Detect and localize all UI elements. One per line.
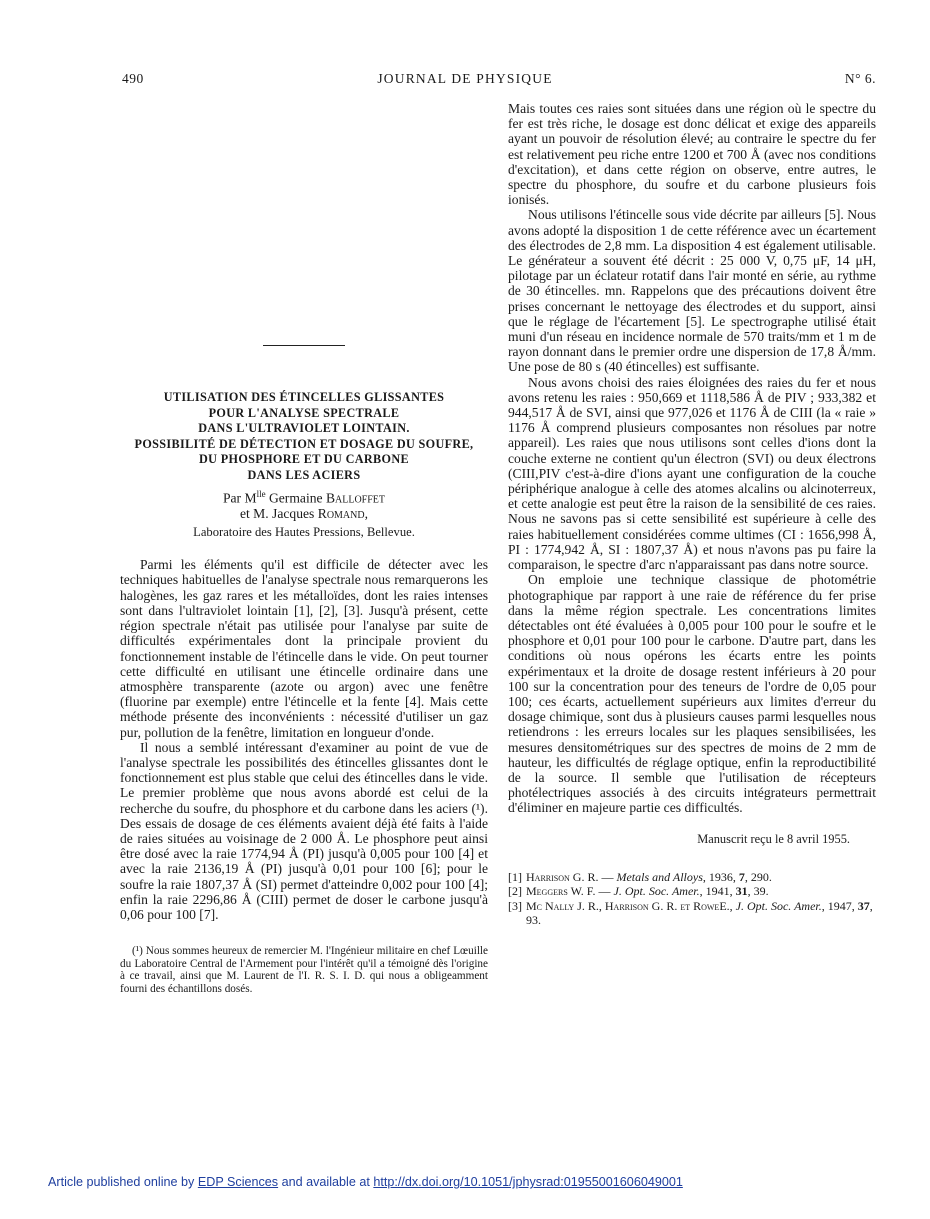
author-line-1: Par $M^{lle}$ Germaine Balloffet	[222, 488, 386, 506]
publisher-footer: Article published online by EDP Sciences and available at http://dx.doi.org/10.1051/jphysrad:01955001606049001	[48, 1175, 683, 1189]
title-line: POUR L'ANALYSE SPECTRALE	[208, 405, 400, 420]
paragraph: Parmi les éléments qu'il est difficile de détecter avec les techniques habituelles de l'analyse spectrale nous remarquerons les halogènes, les gaz rares et les métalloïdes, dont les raies intenses sont dans l'ultraviolet lointain [1], [2], [3]. Jusqu'à présent, cette région spectrale n'était pas utilisée pour l'analyse par suite de difficultés expérimentales dont la principale provient du fonctionnement instable de l'étincelle dans le vide. On peut tourner cette difficulté en utilisant une étincelle ordinaire dans une atmosphère transparente (azote ou argon) avec une fenêtre (fluorine par exemple) entre l'étincelle et la fente [4]. Mais cette méthode présente des inconvénients : nécessité d'utiliser un gaz pur, pollution de la fenêtre, limitation en longueur d'onde.	[120, 557, 488, 740]
publisher-link[interactable]: EDP Sciences	[197, 1175, 279, 1189]
issue-number: N° 6.	[844, 71, 876, 86]
paragraph: Il nous a semblé intéressant d'examiner au point de vue de l'analyse spectrale les possibilités des étincelles glissantes dont le fonctionnement est plus stable que celui des étincelles dans le vide. Le premier problème que nous avons abordé est celui de la recherche du soufre, du phosphore et du carbone dans les aciers (¹). Des essais de dosage de ces éléments avaient déjà été faits à l'aide de raies situées au voisinage de 2 000 Å. Le phosphore peut ainsi être dosé avec la raie 1774,94 Å (PI) jusqu'à 0,005 pour 100 [4] et avec la raie 2136,19 Å (PI) jusqu'à 0,01 pour 100 [6]; pour le soufre la raie 1807,37 Å (SI) permet d'atteindre 0,002 pour 100 [4]; enfin la raie 2296,86 Å (CIII) permet de doser le carbone jusqu'à 0,06 pour 100 [7].	[120, 739, 488, 922]
paragraph: Nous utilisons l'étincelle sous vide décrite par ailleurs [5]. Nous avons adopté la disposition 1 de cette référence avec un écartement des électrodes de 2,8 mm. La disposition 4 est également utilisable. Le générateur a souvent été décrit : 25 000 V, 0,75 μF, 14 μH, pilotage par un éclateur rotatif dans l'air monté en série, au rythme de 30 étincelles. mn. Rappelons que des précautions doivent être prises concernant le nettoyage des électrodes et du support, ainsi que le réglage de l'écartement [5]. Le spectrographe utilisé était muni d'un réseau en incidence normale de 570 traits/mm et 1 m de rayon donnant dans le premier ordre une dispersion de 17,8 Å/mm. Une pose de 80 s (40 étincelles) est suffisante.	[508, 207, 876, 375]
title-line: DANS LES ACIERS	[247, 467, 361, 482]
title-line: DU PHOSPHORE ET DU CARBONE	[199, 452, 409, 467]
reference: [1] Harrison G. R. — Metals and Alloys, 1936, 7, 290.	[508, 869, 772, 884]
author-2-surname: Romand	[317, 505, 365, 521]
title-line: POSSIBILITÉ DE DÉTECTION ET DOSAGE DU SOUFRE,	[134, 436, 474, 451]
right-column	[508, 101, 876, 927]
author-1-surname: Balloffet	[325, 490, 386, 506]
journal-title: JOURNAL DE PHYSIQUE	[377, 71, 553, 86]
references	[508, 870, 876, 928]
paragraph: Mais toutes ces raies sont situées dans une région où le spectre du fer est très riche, le dosage est donc délicat et exige des appareils ayant un pouvoir de résolution élevé; au contraire le spectre du fer est relativement peu riche entre 1200 et 700 Å (avec nos conditions d'excitation), et dans cette région on observe, entre autres, le spectre du phosphore, du soufre et du carbone plusieurs fois ionisés.	[508, 101, 876, 208]
reference: [2] Meggers W. F. — J. Opt. Soc. Amer., 1941, 31, 39.	[508, 884, 769, 899]
laboratory: Laboratoire des Hautes Pressions, Bellevue.	[193, 525, 415, 540]
title-divider	[263, 345, 345, 346]
title-line: UTILISATION DES ÉTINCELLES GLISSANTES	[163, 390, 445, 404]
received-date: Manuscrit reçu le 8 avril 1955.	[697, 831, 850, 846]
left-column	[120, 118, 488, 996]
author-line-2: et M. Jacques Romand,	[239, 505, 369, 521]
paragraph: On emploie une technique classique de photométrie photographique par rapport à une raie de référence du fer prise dans la même région spectrale. Les concentrations limites détectables ont été évaluées à 0,005 pour 100 pour le soufre et le phosphore et 0,01 pour 100 pour le carbone. D'autre part, dans les conditions où nous opérons les écarts entre les points expérimentaux et la droite de dosage restent inférieurs à 20 pour 100 sur la concentration pour des teneurs de l'ordre de 0,05 pour 100; ces écarts, actuellement supérieurs aux limites d'erreur du dosage chimique, sont dus à plusieurs causes parmi lesquelles nous retiendrons : les erreurs locales sur les plaques sensibilisées, les mesures densitométriques sur des spectres de moins de 2 mm de hauteur, les difficultés de réglage optique, enfin la reproductibilité de la source. Il semble que l'utilisation de récepteurs photélectriques associés à des circuits intégrateurs permettrait d'éliminer en majeure partie ces difficultés.	[508, 572, 876, 816]
reference: [3] Mc Nally J. R., Harrison G. R. et RoweE., J. Opt. Soc. Amer., 1947, 37, 93.	[508, 898, 873, 927]
doi-link[interactable]: http://dx.doi.org/10.1051/jphysrad:01955001606049001	[373, 1175, 683, 1189]
title-line: DANS L'ULTRAVIOLET LOINTAIN.	[198, 421, 410, 436]
page-number: 490	[122, 71, 144, 86]
paragraph: Nous avons choisi des raies éloignées des raies du fer et nous avons retenu les raies : 950,669 et 1118,586 Å de PIV ; 933,382 et 944,517 Å de SVI, ainsi que 977,026 et 1176 Å de CIII (la « raie » 1176 Å comprend plusieurs composantes non résolues par notre appareil). Les raies que nous utilisons sont celles d'ions dont la couche externe ne contient qu'un électron (SVI) ou deux électrons (CIII,PIV c'est-à-dire d'ions ayant une configuration de la couche périphérique analogue à celle des atomes alcalins ou alcinoterreux, et cette analogie est peut être la raison de la sensibilité de ces raies. Nous ne savons pas si cette sensibilité est supérieure à celle des raies habituellement considérées comme ultimes (CI : 1656,998 Å, PI : 1774,942 Å, SI : 1807,37 Å) et nous n'avons pas pu faire la comparaison, le spectre d'arc n'apparaissant pas dans notre source.	[508, 374, 876, 573]
footnote: (¹) Nous sommes heureux de remercier M. l'Ingénieur militaire en chef Lœuille du Laboratoire Central de l'Armement pour l'intérêt qu'il a témoigné dès l'origine à ce travail, ainsi que M. Laurent de l'I. R. S. I. D. qui nous a obligeamment fourni des échantillons dosés.	[120, 945, 488, 995]
article-title	[120, 390, 488, 484]
authors	[120, 487, 488, 522]
